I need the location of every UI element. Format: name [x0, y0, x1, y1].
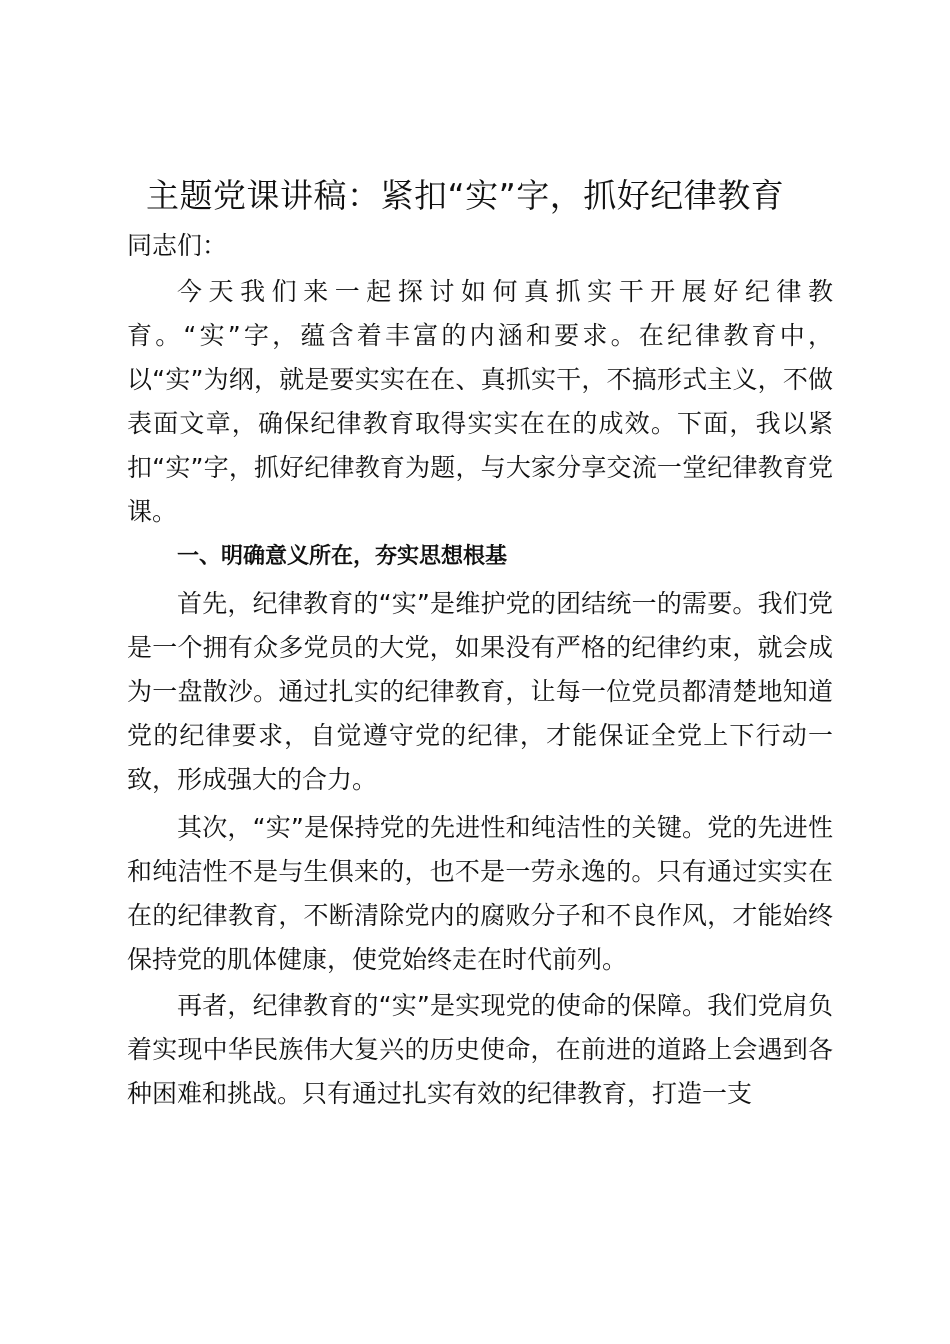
- paragraph-second: 其次，“实”是保持党的先进性和纯洁性的关键。党的先进性和纯洁性不是与生俱来的，也不是一劳永逸的。只有通过实实在在的纪律教育，不断清除党内的腐败分子和不良作风，才能始终保持党的肌体健康，使党始终走在时代前列。: [127, 813, 833, 974]
- paragraph-intro: 今天我们来一起探讨如何真抓实干开展好纪律教育。“实”字，蕴含着丰富的内涵和要求。在纪律教育中，以“实”为纲，就是要实实在在、真抓实干，不搞形式主义，不做表面文章，确保纪律教育取得实实在在的成效。下面，我以紧扣“实”字，抓好纪律教育为题，与大家分享交流一堂纪律教育党课。: [127, 277, 833, 526]
- document-title: 主题党课讲稿：紧扣“实”字，抓好纪律教育: [146, 176, 785, 215]
- paragraph-first: 首先，纪律教育的“实”是维护党的团结统一的需要。我们党是一个拥有众多党员的大党，如果没有严格的纪律约束，就会成为一盘散沙。通过扎实的纪律教育，让每一位党员都清楚地知道党的纪律要求，自觉遵守党的纪律，才能保证全党上下行动一致，形成强大的合力。: [127, 589, 833, 794]
- section-heading-1: 一、明确意义所在，夯实思想根基: [177, 544, 508, 569]
- salutation: 同志们：: [127, 231, 228, 260]
- paragraph-third: 再者，纪律教育的“实”是实现党的使命的保障。我们党肩负着实现中华民族伟大复兴的历史使命，在前进的道路上会遇到各种困难和挑战。只有通过扎实有效的纪律教育，打造一支: [127, 991, 833, 1108]
